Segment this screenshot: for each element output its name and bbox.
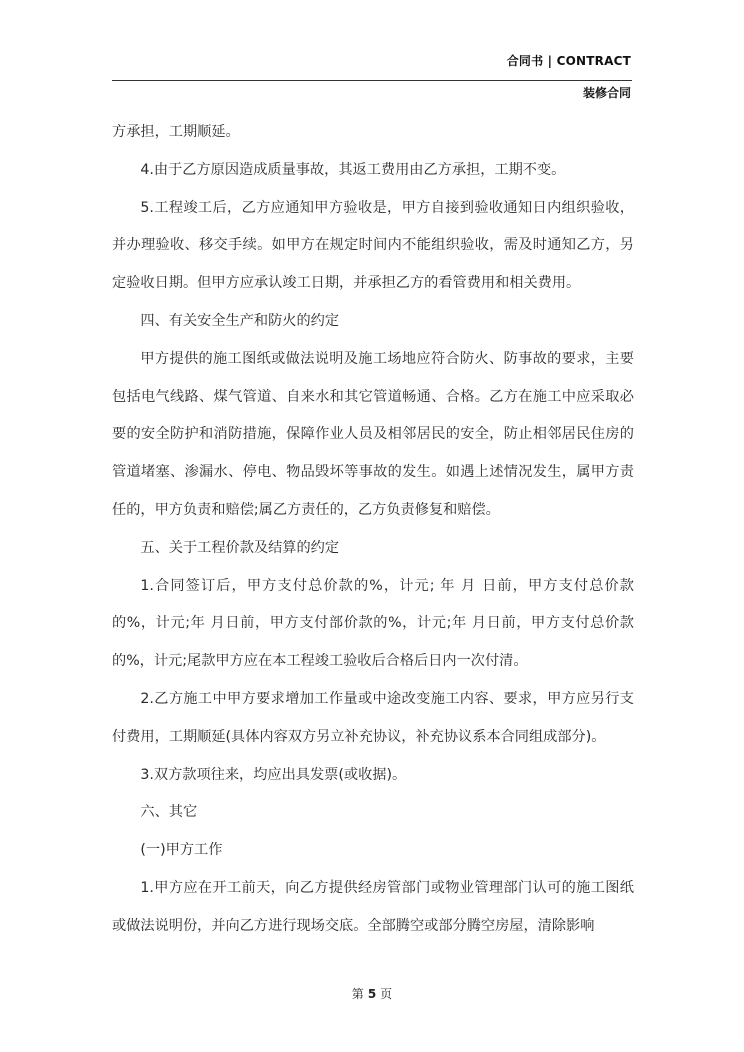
paragraph-item-5: 5.工程竣工后，乙方应通知甲方验收是，甲方自接到验收通知日内组织验收，并办理验收、移交手续。如甲方在规定时间内不能组织验收，需及时通知乙方，另定验收日期。但甲方应承认竣工日期，并承担乙方的看管费用和相关费用。 [112,199,634,292]
page-number: 5 [367,987,377,1001]
subsection-heading-party-a: (一)甲方工作 [140,842,223,859]
paragraph-payment-2: 2.乙方施工中甲方要求增加工作量或中途改变施工内容、要求，甲方应另行支付费用，工期顺延(具体内容双方另立补充协议，补充协议系本合同组成部分)。 [112,690,634,745]
header-divider [112,80,632,81]
paragraph-party-a-1: 1.甲方应在开工前天，向乙方提供经房管部门或物业管理部门认可的施工图纸或做法说明份，并向乙方进行现场交底。全部腾空或部分腾空房屋，清除影响 [112,879,634,934]
section-heading-payment: 五、关于工程价款及结算的约定 [140,539,340,556]
section-heading-other: 六、其它 [140,804,198,821]
document-body [112,114,634,946]
paragraph-payment-3: 3.双方款项往来，均应出具发票(或收据)。 [140,766,407,783]
paragraph-payment-1: 1.合同签订后，甲方支付总价款的%，计元; 年 月 日前，甲方支付总价款的%，计元;年 月日前，甲方支付部价款的%，计元;年 月日前，甲方支付总价款的%，计元;尾款甲方应在本工程竣工验收后合格后日内一次付清。 [112,577,634,670]
paragraph-safety: 甲方提供的施工图纸或做法说明及施工场地应符合防火、防事故的要求，主要包括电气线路、煤气管道、自来水和其它管道畅通、合格。乙方在施工中应采取必要的安全防护和消防措施，保障作业人员及相邻居民的安全，防止相邻居民住房的管道堵塞、渗漏水、停电、物品毁坏等事故的发生。如遇上述情况发生，属甲方责任的，甲方负责和赔偿;属乙方责任的，乙方负责修复和赔偿。 [112,350,634,518]
header-title: 合同书 | CONTRACT [506,54,631,68]
paragraph-continuation: 方承担，工期顺延。 [112,124,240,140]
footer-prefix: 第 [351,987,364,1001]
header-subtitle: 装修合同 [582,86,631,100]
page-footer [0,985,744,1002]
paragraph-item-4: 4.由于乙方原因造成质量事故，其返工费用由乙方承担，工期不变。 [140,161,566,178]
footer-suffix: 页 [380,987,393,1001]
section-heading-safety: 四、有关安全生产和防火的约定 [140,312,340,329]
